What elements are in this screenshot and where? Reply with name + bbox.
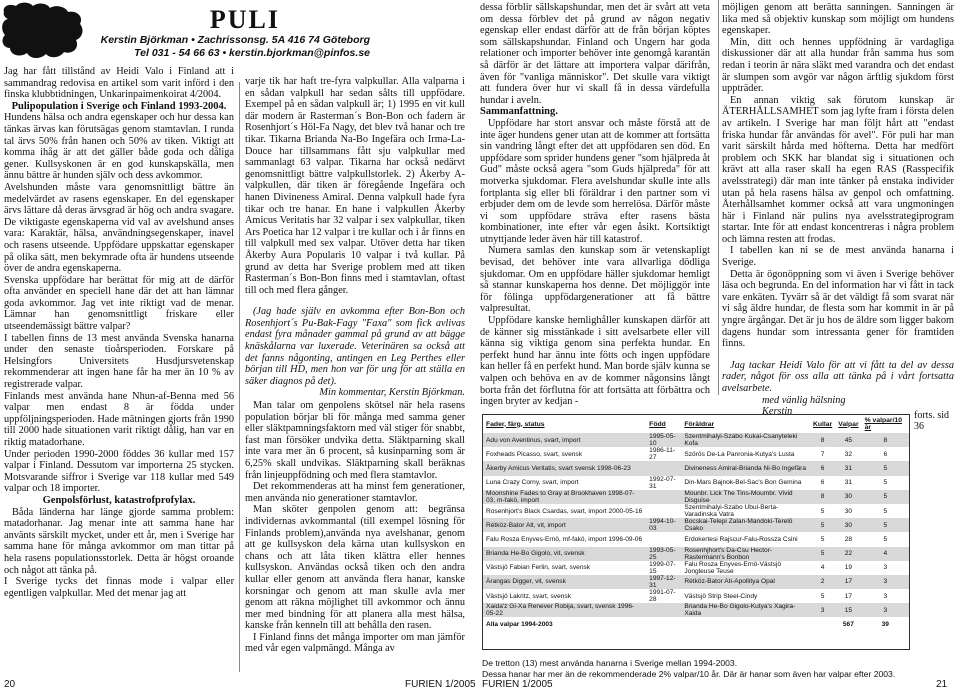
paragraph: Min kommentar, Kerstin Björkman.: [319, 387, 465, 399]
table-cell: 3: [883, 592, 888, 600]
paragraph: Finlands mest använda hane Nhun-af-Benna med 56 valpar men endast 8 är födda under uppföljningsperioden. Hade mätningen gjorts från 1990 till 2000 hade situationen varit riktigt dålig, han var en riktig matadorhane.: [4, 390, 234, 448]
table-cell: Moonshine Fades to Gray at Brookhaven 1998-07-03, m-fakö, import: [483, 490, 646, 504]
table-cell: Din-Mars Bajnok-Bel-Sac's Bon Gemina: [684, 479, 802, 487]
article-column-4: [722, 2, 954, 418]
stud-dog-table: [482, 414, 910, 650]
table-cell: 1999-07-15: [649, 560, 676, 575]
table-cell: 3: [810, 603, 835, 617]
table-header-row: [483, 415, 909, 433]
table-body: [483, 433, 909, 632]
paragraph-spacer: [722, 350, 954, 360]
table-row: [483, 589, 909, 603]
table-cell: 7: [820, 450, 825, 458]
column-title: PULI: [209, 5, 280, 34]
table-cell: Rosenhjort's Black Csardas, svart, import 2000-05-16: [486, 507, 643, 515]
paragraph: Avelshunden måste vara genomsnittligt bättre än medelvärdet av rasens egenskaper. En del egenskaper ärvs lättare då deras ärvsgrad är hög och andra svagare. De viktigaste egenskaperna vid val av avelshund anses vara: Karaktär, hälsa, användningsegenskaper, inavel och rasens utseende. Uppfödare uppskattar egenskaper på olika sätt, men bekymrade ofta är hundens utseende över de andra egenskaperna.: [4, 181, 234, 275]
article-column-2-bottom: [245, 400, 465, 655]
table-cell: [646, 461, 681, 475]
table-cell: 3: [883, 564, 888, 572]
table-cell: Åkerby Amicus Veritatis, svart svensk 1998-06-23: [483, 461, 646, 475]
table-cell: 1992-07-31: [649, 475, 676, 490]
table-cell: 30: [835, 490, 861, 504]
table-cell: Alla valpar 1994-2003: [486, 621, 553, 629]
table-row: [483, 575, 909, 589]
table-cell: 4: [862, 547, 909, 561]
puli-silhouette-logo: [0, 0, 86, 62]
table-cell: Rétköz-Bator Ati-Apollitya Opal: [681, 575, 810, 589]
table-column-header: Föräldrar: [684, 420, 715, 428]
table-column-header: Kullar: [812, 420, 833, 428]
table-caption: [482, 658, 922, 679]
table-cell: Mounbr. Lick The Tins-Moumbr. Vivid Disguise: [681, 490, 810, 504]
table-cell: [646, 603, 681, 617]
table-cell: 5: [820, 507, 825, 515]
paragraph: Man talar om genpolens skötsel när hela rasens population börjar bli för många med samma gener eller släktpamningsfaktorn med väl stiger för snabbt, fast man försöker undvika detta. Släktparning skall inte vara mer än 6 procent, så kusinparning som är 6,25% skall undvikas. Släktparning skall beräknas från linjeuppfödning och med flera stamtavlor.: [245, 400, 465, 481]
table-row: [483, 547, 909, 561]
table-cell: Västsjö Strip Steel-Cindy: [684, 592, 758, 600]
table-cell: 8: [810, 433, 835, 447]
paragraph: En annan viktig sak förutom kunskap är ÄTERHÅLLSAMHET som jag lyfte fram i första delen av artikeln. I Sverige har man följt hårt att "endast friska hundar får användas för avel". För puli har man varit särskilt hårda med höfterna. Detta har medfört problem och SKK har blandat sig i situationen och krävt att alla raser skall ha egen RAS (Rasspecifik avelsstrategi) där man inte tänker på enstaka individer utan på hela rasens hälsa av genpol och omfattning. Återhållsamhet kommer också att vara ungmoningen här i Finland när pulins nya avelsstrategiprogram startar. Inte för att endast koncentreras i några problem och lämna resten att frodas.: [722, 94, 954, 245]
paragraph: Hundens hälsa och andra egenskaper och hur dessa kan tänkas ärvas kan förutsägas genom stamtavlan. I runda tal ärvs 50% från hanen och 50% av tiken. Viktigt att komma ihåg är att det gäller både goda och dåliga gener. Kullsyskonen är en god kunskapskälla, men ännu bättre är hunden själv och dess avkommor.: [4, 112, 234, 182]
table-cell: 3: [862, 603, 909, 617]
table-cell: Foxheads Picasso, svart, svensk: [486, 450, 583, 458]
table-cell: Falu Rosza Enyves-Ernö-Västsjö Jongleuse Teuse: [684, 560, 782, 575]
paragraph: Under perioden 1990-2000 föddes 36 kullar med 157 valpar i Finland. Dessutom var importerna 25 stycken. Motsvarande siffror i Sverige var 118 kullar med 549 valpar och 18 importer.: [4, 448, 234, 495]
table-cell: 30: [844, 507, 853, 515]
column-divider: [718, 0, 719, 395]
paragraph: I Sverige tycks det finnas mode i valpar eller egentligen valpkullar. Med det menar jag att: [4, 576, 234, 599]
table-cell: Luna Crazy Corny, svart, import: [486, 479, 579, 487]
paragraph: Numera samlas den kunskap som är vetenskapligt bevisad, det behöver inte vara allvarliga dödliga sjukdomar. Om en uppfödare häller sjukdomar hemligt så stannar kunskaperna hos denne. Det möjliggör inte för fölinga uppfödargenerationer att få bättre valpresultat.: [480, 245, 710, 315]
page-number-right: 21: [936, 679, 948, 690]
section-heading: Sammanfattning.: [480, 106, 558, 118]
table-cell: 22: [835, 547, 861, 561]
table-row: [483, 518, 909, 532]
table-cell: Szörös De-La Panronia-Kutya's Lusta: [684, 450, 795, 458]
table-cell: Brianda He-Bo Gigolo-Kutya's Xagira-Xaida: [681, 603, 810, 617]
table-cell: 567: [842, 621, 854, 629]
paragraph: Båda länderna har länge gjorde samma problem: matadorhanar. Jag menar inte att samma hane har använts särskilt mycket, under ett år, men i Sverige har samma hane för många avkommor om man tittar på hela rasens populationsstorlek. Detta är högst oroande och något att tänka på.: [4, 506, 234, 576]
table-cell: 1993-05-25: [646, 547, 681, 561]
table-cell: 4: [820, 564, 825, 572]
table-row: [483, 433, 909, 447]
article-column-3: [480, 2, 710, 408]
table-cell: [681, 617, 810, 631]
table-cell: Ärangas Digger, vit, svensk: [483, 575, 646, 589]
caption-line-1: De tretton (13) mest använda hanarna i Sverige mellan 1994-2003.: [482, 658, 738, 668]
table-cell: 5: [862, 490, 909, 504]
table-row: [483, 461, 909, 475]
table-total-row: [483, 617, 909, 631]
table-row: [483, 561, 909, 575]
table-cell: [646, 617, 681, 631]
table-cell: 17: [835, 575, 861, 589]
table-column-header: Valpar: [838, 420, 859, 428]
table-cell: 5: [862, 461, 909, 475]
table-cell: 8: [862, 433, 909, 447]
paragraph: Det rekommenderas att ha minst fem generationer, men använda nio generationer stamtavlor.: [245, 481, 465, 504]
paragraph: Svenska uppfödare har berättat för mig att de därför ofta använder en speciell hane där det att han lämnar goda avkommor. Jag vet inte riktigt vad de menar. Lämnar han genomsnittligt friskare eller utseendemässigt bättre valpar?: [4, 274, 234, 333]
table-column-header: Född: [649, 420, 666, 428]
paragraph: dessa förblir sällskapshundar, men det är svårt att veta om dessa förblev det på grund av någon negativ egenskap eller endast därför att de från början köptes som sällskapshundar. Finland och Ungern har goda relationer och importer behöver inte genomgå karantän så därför är det lättare att importera valpar därifrån, även för "vanliga människor". Det skulle vara viktigt att fundera över hur vi skall få in dessa värdefulla hundar i aveln.: [480, 2, 710, 106]
table-cell: 45: [835, 433, 861, 447]
table-cell: 1994-10-03: [646, 518, 681, 532]
paragraph: I tabellen kan ni se de mest använda hanarna i Sverige.: [722, 245, 954, 269]
table-cell: Rétköz-Bator Alt, vit, import: [483, 518, 646, 532]
table-cell: 31: [844, 479, 853, 487]
table-cell: Brianda He-Bo Gigolo, vit, svensk: [483, 547, 646, 561]
table-cell: [646, 532, 681, 546]
table-cell: 31: [835, 461, 861, 475]
table-column-header: % valpar/10 år: [864, 417, 903, 431]
table-row: [483, 532, 909, 546]
table-cell: Erdokertesi Rajscur-Falu-Rossza Csini: [684, 535, 798, 543]
table-cell: [646, 504, 681, 518]
paragraph: (Jag hade själv en avkomma efter Bon-Bon och Rosenhjort´s Pu-Bak-Fagy "Faxa" som fick avlivas endast fyra månader gammal på grund av att bägge knäskålarna var luxerade. Veterinären sa också att det fanns någonting, antingen en Leg Perthes eller början till HD, men hon var för ung för att ställa en säker diagnos på det).: [245, 306, 465, 387]
table-cell: 5: [810, 518, 835, 532]
paragraph: Jag tackar Heidi Valo för att vi fått ta del av dessa rader, något för oss alla att tänka på i vårt fortsatta avelsarbete.: [722, 359, 954, 394]
table-cell: Rosenhjhort's Da-Csu Hector-Rastermann's Bonbon: [681, 547, 810, 561]
table-cell: Xaida'z Gi-Xa Renever Robija, svart, svensk 1996-05-22: [483, 603, 646, 617]
table-cell: 5: [862, 518, 909, 532]
paragraph: Uppfödare kanske hemlighåller kunskapen därför att de känner sig misstänkade i sitt avelsarbete eller vill känna sig viktiga genom sina perfekta hundar. En perfekt hund har ännu inte fötts och ingen uppfödare kan heller få en perfekt hund. Man borde själv kunna se valpen och behöva en av de kommer någonsins långt borta från det förflutna för att fortsätta att förbättra och ingen bryter av kedjan -: [480, 315, 710, 408]
table-cell: 1986-11-27: [649, 447, 676, 462]
page-number-left: 20: [4, 679, 16, 690]
table-cell: 32: [844, 450, 853, 458]
paragraph: Kerstin: [762, 406, 793, 418]
article-column-2-top: [245, 76, 465, 399]
table-cell: Västsjö Fabian Ferlin, svart, svensk: [486, 564, 591, 572]
table-cell: Västsjö Lakritz, svart, svensk: [486, 592, 572, 600]
table-row: [483, 490, 909, 504]
paragraph: möjligen genom att berätta sanningen. Sanningen är lika med så objektiv kunskap som möjligt om hundens egenskaper.: [722, 2, 954, 37]
continued-note: forts. sid 36: [914, 410, 949, 432]
paragraph: med vänlig hälsning: [762, 394, 846, 406]
paragraph: Man sköter genpolen genom att: begränsa individernas avkommantal (till exempel lösning för Finlands problem),använda nya avelshanar, genom att ge kullsyskon dela kärna utan kullsyskon en chans och att låta tiken klättra eller hennes kullsyskon. Användas också tiken och den andra kullar eller genom att använda flera hanar, kanske korsningar och genom att man skulle avla mer genom att räkna möjlighet till avkommor och ännu mer med bindning för att planera alla mest hälsa, kanske från kenneln till att behålla den rasen.: [245, 504, 465, 632]
table-cell: 17: [844, 592, 853, 600]
table-cell: Adu von Aventinus, svart, import: [483, 433, 646, 447]
table-cell: 19: [844, 564, 853, 572]
footer-brand-right: FURIEN 1/2005: [482, 679, 553, 690]
table-cell: 3: [862, 575, 909, 589]
table-cell: [810, 617, 835, 631]
table-cell: Bocskai-Telepi Zalan-Mandoki-Terelö Csako: [681, 518, 810, 532]
table-cell: Divineness Amiral-Brianda Ni-Bo Ingefära: [681, 461, 810, 475]
table-cell: 5: [883, 535, 888, 543]
article-column-1: [4, 66, 234, 599]
table-cell: 6: [810, 461, 835, 475]
table-cell: Falu Rosza Enyves-Ernö, mf-fakö, import 1996-09-06: [486, 535, 643, 543]
table-cell: 1995-05-10: [646, 433, 681, 447]
table-row: [483, 504, 909, 518]
table-cell: 15: [835, 603, 861, 617]
paragraph-spacer: [245, 296, 465, 306]
caption-line-2: Dessa hanar har mer än de rekommenderade 2% valpar/10 år. Där är hanar som även har valpar efter 2003.: [482, 668, 896, 679]
paragraph: varje tik har haft tre-fyra valpkullar. Alla valparna i en sådan valpkull har sedan sålts till uppfödare. Exempel på en sådan valpkull är; 1) 1995 en vit kull där modern är Rasterman´s Bon-Bon och fadern är Rosenhjort´s Höl-Fa Nagy, det blev två hanar och tre tikar. Tikarna Brianda Na-Bo Ingefära och Irma-La-Douce har tillsammans fått sju valpkullar med sammanlagt 63 valpar. Tikarna har också nedärvt genomsnittligt bättre valpkullstorlek. 2) Åkerby A-valpkullen, där tiken är föregående Ingefära och hanen Divineness Amiral. Denna valpkull hade fyra tikar och tre hanar. En hane i valpkullen Åkerby Amicus Veritatis har 32 valpar i sex valpkullar, tiken Ars Poetica har 12 valpar i tre kullar och i år finns en till valpkull med sex valpar. Utöver detta har tiken Åkerby Aura Popularis 10 valpar i två kullar. På grund av detta har Sverige problem med att tiken Rasterman´s Bon-Bon finns med i stamtavlan, oftast till och med flera gånger.: [245, 76, 465, 296]
table-cell: 1997-12-31: [646, 575, 681, 589]
column-divider: [239, 82, 240, 672]
table-row: [483, 476, 909, 490]
table-cell: 5: [820, 535, 825, 543]
table-cell: 5: [883, 479, 888, 487]
table-cell: 8: [810, 490, 835, 504]
table-cell: Szentmihalyi-Szabo Ubul-Berta-Varadinska Vatra: [684, 504, 779, 519]
contact-phone-email: Tel 031 - 54 66 63 • kerstin.bjorkman@pinfos.se: [134, 47, 370, 59]
table-cell: Szentmihalyi-Szabo Kukai-Csanyteleki Kofa: [681, 433, 810, 447]
table-column-header: Fader, färg, status: [486, 420, 545, 428]
column-header: [88, 6, 370, 60]
table-cell: 39: [881, 621, 889, 629]
table-cell: [646, 490, 681, 504]
paragraph: I Finland finns det många importer om man jämför med vår egen valpmängd. Många av: [245, 631, 465, 655]
footer-brand-left: FURIEN 1/2005: [405, 679, 476, 690]
section-heading: Genpolsförlust, katastrofprofylax.: [42, 494, 196, 506]
section-heading: Pulipopulation i Sverige och Finland 1993-2004.: [11, 100, 227, 112]
table-cell: 1991-07-28: [649, 589, 676, 604]
table-row: [483, 447, 909, 461]
paragraph: Uppfödare har stort ansvar och måste förstå att de inte äger hundens gener utan att de kommer att fortsätta sin vandring långt efter det att uppfödaren sen död. En uppfödare som sprider hundens gener "som hjälpreda åt Gud" måste också agera "som Guds hjälpreda" för att motverka sjukdomar. Flera avelshundar skulle inte alls fortplanta sig eller bli föräldrar i den partner som vi erbjuder dem om de levde som herrelösa. Därför måste vi som uppfödare sträva efter rasens bästa kombinationer, inte efter vår egen åsikt. Kortsiktigt utnyttjande leder även här till katastrof.: [480, 117, 710, 245]
paragraph: Detta är ögonöppning som vi även i Sverige behöver läsa och begrunda. En del information har vi fått in tack vare enkäten. Tyvärr så är det väldigt få som svarat när vi såg äldre hundar, de flesta som har kommit in är på yngre ärgångar. Det är ju hos de äldre som ligger bakom dagens hundar som intressanta gener för framtiden finns.: [722, 268, 954, 350]
table-cell: 6: [883, 450, 888, 458]
table-cell: 2: [810, 575, 835, 589]
table-cell: 6: [820, 479, 825, 487]
paragraph: Jag har fått tillstånd av Heidi Valo i Finland att i sammandrag redovisa en artikel som varit införd i den finska klubbtidningen, Unkarinpaimenkoirat 4/2004.: [4, 66, 234, 101]
table-cell: 5: [883, 507, 888, 515]
paragraph: I tabellen finns de 13 mest använda Svenska hanarna under den senaste tioårsperioden. Forskare på Helsingfors Universitets Husdjursvetenskap rekommenderar att ingen hane får ha mer än 10 % av registrerade valpar.: [4, 332, 234, 391]
table-cell: 30: [835, 518, 861, 532]
table-cell: 5: [820, 592, 825, 600]
paragraph: Min, ditt och hennes uppfödning är vardagliga diskussioner där att alla hundar från samma hus som redan i teorin är nära släkt med varandra och det endast är slumpen som avgör var någon ärftlig sjukdom först uppträder.: [722, 36, 954, 95]
table-cell: 28: [844, 535, 853, 543]
table-row: [483, 603, 909, 617]
table-cell: 5: [810, 547, 835, 561]
contact-address: Kerstin Björkman • Zachrissonsg. 5A 416 74 Göteborg: [100, 34, 370, 46]
